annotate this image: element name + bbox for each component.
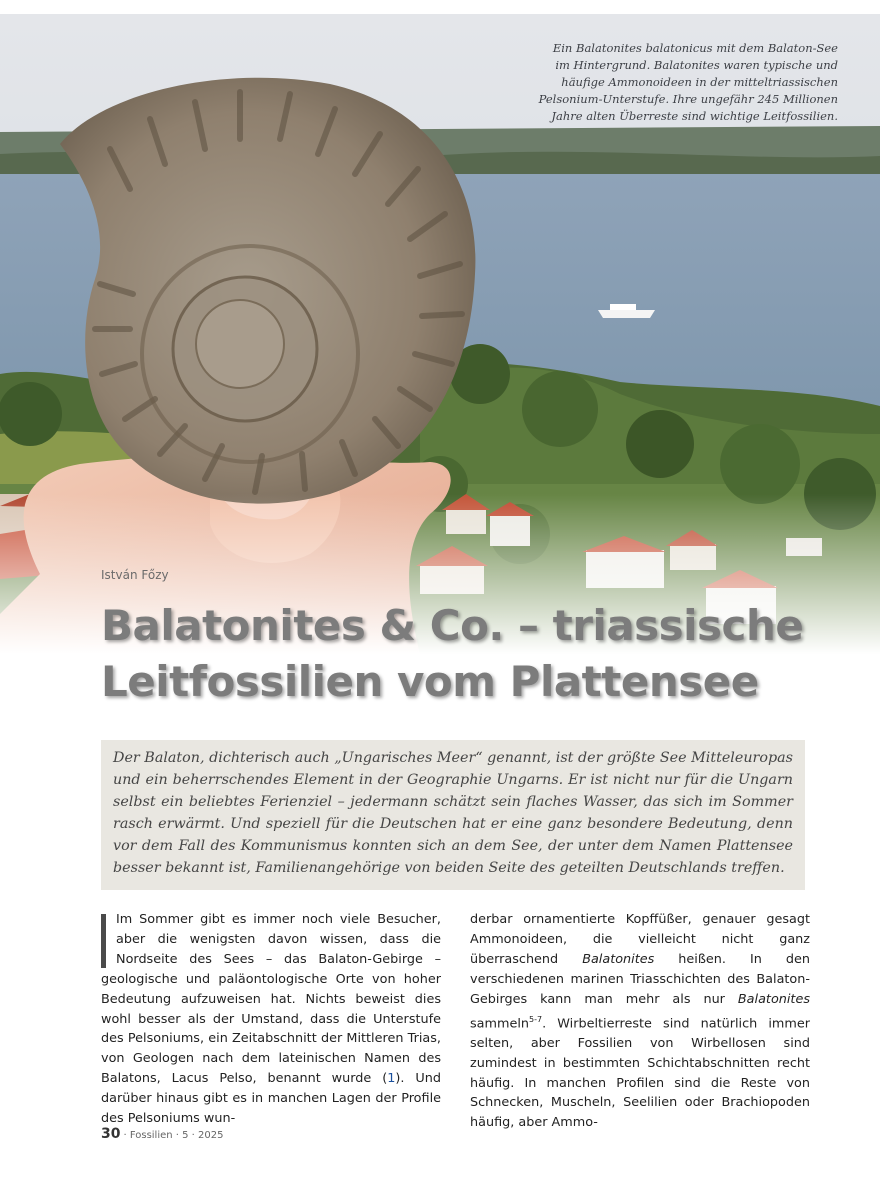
photo-caption: Ein Balatonites balatonicus mit dem Balaton-See im Hintergrund. Balatonites waren typische und häufige Ammonoideen in der mitteltriassischen Pelsonium-Unterstufe. Ihre ungefähr 245 Millionen Jahre alten Überreste sind wichtige Leitfossilien. — [538, 41, 838, 123]
intro-text: Der Balaton, dichterisch auch „Ungarisches Meer“ genannt, ist der größte See Mitteleuropas und ein beherrschendes Element in der Geographie Ungarns. Er ist nicht nur für die Ungarn selbst ein beliebtes Ferienziel – jedermann schätzt sein flaches Wasser, das sich im Sommer rasch erwärmt. Und speziell für die Deutschen hat er eine ganz besondere Bedeutung, denn vor dem Fall des Kommunismus konnten sich an dem See, der unter dem Namen Plattensee besser bekannt ist, Familienangehörige von beiden Seite des geteilten Deutschlands treffen. — [113, 750, 793, 876]
drop-cap-bar — [101, 914, 106, 968]
body-text-right-c: sammeln — [470, 1015, 529, 1031]
page-number: 30 — [101, 1126, 121, 1142]
body-paragraph-right — [470, 910, 810, 1133]
body-text-right-a: derbar ornamentierte Kopffüßer, genauer gesagt Ammonoideen, die vielleicht nicht ganz überraschend — [470, 912, 810, 967]
issue-info: · Fossilien · 5 · 2025 — [123, 1130, 224, 1141]
article-title — [101, 598, 821, 710]
intro-box — [101, 740, 805, 890]
author-name: István Főzy — [101, 568, 169, 582]
body-text-left-a: Im Sommer gibt es immer noch viele Besucher, aber die wenigsten davon wissen, dass die Nordseite des Sees – das Balaton-Gebirge – geologische und paläontologische Orte von hoher Bedeutung aufzuweisen hat. Nichts beweist dies wohl besser als der Umstand, dass die Unterstufe des Pelsoniums, ein Zeitabschnitt der Mittleren Trias, von Geologen nach dem lateinischen Namen des Balatons, Lacus Pelso, benannt wurde ( — [101, 912, 441, 1087]
body-text-right-b: heißen. In den verschiedenen marinen Triasschichten des Balaton-Gebirges kann man mehr als nur — [470, 951, 810, 1007]
title-line-1: Balatonites & Co. – triassische — [101, 601, 804, 650]
body-paragraph-left — [101, 910, 441, 1129]
taxon-name: Balatonites — [582, 951, 655, 967]
title-line-2: Leitfossilien vom Plattensee — [101, 657, 759, 706]
body-text-left-b: ). Und darüber hinaus gibt es in manchen Lagen der Profile des Pelsoniums wun- — [101, 1071, 441, 1127]
reference-superscript: 5-7 — [528, 1014, 543, 1024]
body-text-right-d: . Wirbeltierreste sind natürlich immer selten, aber Fossilien von Wirbellosen sind zumindest in bestimmten Schichtabschnitten recht häufig. In manchen Profilen sind die Reste von Schnecken, Muscheln, Seelilien oder Brachiopoden häufig, aber Ammo- — [470, 1015, 810, 1131]
body-column-left — [101, 910, 441, 1129]
reference-link[interactable]: 1 — [387, 1071, 396, 1087]
page-footer — [101, 1126, 223, 1142]
taxon-name: Balatonites — [737, 991, 810, 1007]
body-column-right — [470, 910, 810, 1133]
